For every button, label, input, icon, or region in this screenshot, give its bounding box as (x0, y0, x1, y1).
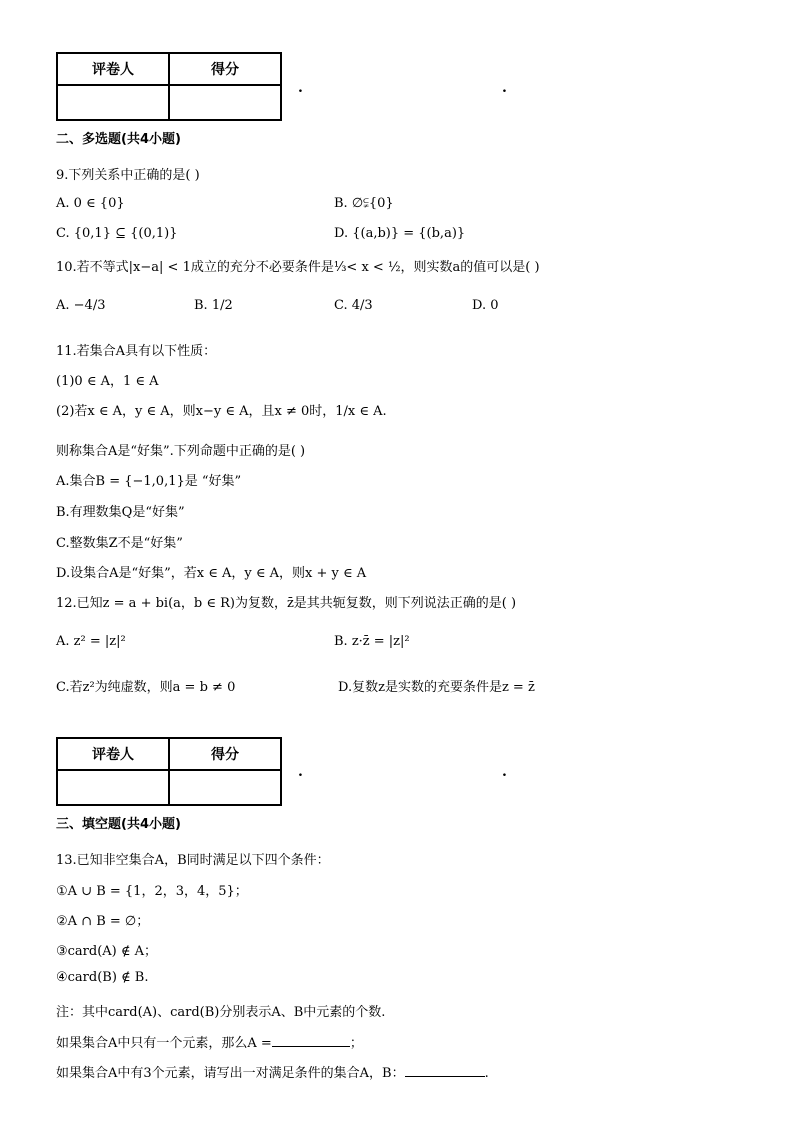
q9-option-b: B. ∅⫋{0} (334, 196, 394, 211)
q13-condition-2: ②A ∩ B = ∅； (56, 914, 150, 929)
q11-option-a: A.集合B = {−1,0,1}是 “好集” (56, 474, 242, 489)
q12-option-d: D.复数z是实数的充要条件是z = z̄ (338, 680, 535, 695)
q13-ask-1-text: 如果集合A中只有一个元素，那么A = (56, 1036, 272, 1051)
q13-condition-4: ④card(B) ∉ B. (56, 970, 149, 985)
dot-mark: . (298, 80, 303, 96)
score-table-cell-score[interactable] (169, 85, 281, 120)
q9-option-c: C. {0,1} ⊆ {(0,1)} (56, 226, 178, 241)
q10-option-a: A. −4/3 (56, 298, 106, 313)
q10-option-c: C. 4/3 (334, 298, 373, 313)
q13-ask-2 (56, 1062, 489, 1081)
score-table-1 (56, 52, 282, 121)
q11-option-b: B.有理数集Q是“好集” (56, 505, 185, 520)
q13-ask-1-end: ； (349, 1036, 363, 1051)
q11-stem: 11.若集合A具有以下性质： (56, 344, 217, 359)
q13-ask-2-end: . (484, 1066, 489, 1081)
q11-option-d: D.设集合A是“好集”，若x ∈ A，y ∈ A，则x + y ∈ A (56, 566, 367, 581)
score-table-cell-grader[interactable] (57, 85, 169, 120)
section-title-multiple-choice: 二、多选题(共4小题) (56, 132, 181, 147)
q13-condition-1: ①A ∪ B = {1，2，3，4，5}； (56, 884, 248, 899)
answer-blank-2[interactable] (405, 1076, 485, 1077)
q9-option-d: D. {(a,b)} = {(b,a)} (334, 226, 466, 241)
score-table-cell-grader[interactable] (57, 770, 169, 805)
q13-stem: 13.已知非空集合A，B同时满足以下四个条件： (56, 853, 330, 868)
q9-stem: 9.下列关系中正确的是( ) (56, 168, 200, 183)
dot-mark: . (298, 764, 303, 780)
q11-property-2: (2)若x ∈ A，y ∈ A，则x−y ∈ A，且x ≠ 0时，1/x ∈ A. (56, 404, 387, 419)
q10-stem: 10.若不等式|x−a| < 1成立的充分不必要条件是⅓< x < ½，则实数a的值可以是( ) (56, 260, 540, 275)
q13-note: 注：其中card(A)、card(B)分别表示A、B中元素的个数. (56, 1005, 386, 1020)
score-table-header-score: 得分 (169, 738, 281, 770)
score-table-2 (56, 737, 282, 806)
q12-stem: 12.已知z = a + bi(a，b ∈ R)为复数，z̄是其共轭复数，则下列说法正确的是( ) (56, 596, 517, 611)
score-table-header-grader: 评卷人 (57, 738, 169, 770)
q13-condition-3: ③card(A) ∉ A； (56, 944, 158, 959)
q11-property-1: (1)0 ∈ A，1 ∈ A (56, 374, 159, 389)
score-table-header-score: 得分 (169, 53, 281, 85)
q12-option-b: B. z·z̄ = |z|² (334, 634, 410, 649)
dot-mark: . (502, 764, 507, 780)
q12-option-a: A. z² = |z|² (56, 634, 126, 649)
dot-mark: . (502, 80, 507, 96)
q13-ask-1 (56, 1032, 363, 1051)
score-table-header-grader: 评卷人 (57, 53, 169, 85)
q13-ask-2-text: 如果集合A中有3个元素，请写出一对满足条件的集合A，B： (56, 1066, 405, 1081)
score-table-cell-score[interactable] (169, 770, 281, 805)
answer-blank-1[interactable] (272, 1046, 350, 1047)
section-title-fill-in: 三、填空题(共4小题) (56, 817, 181, 832)
q10-option-d: D. 0 (472, 298, 499, 313)
q12-option-c: C.若z²为纯虚数，则a = b ≠ 0 (56, 680, 236, 695)
q11-question: 则称集合A是“好集”.下列命题中正确的是( ) (56, 444, 306, 459)
q10-option-b: B. 1/2 (194, 298, 233, 313)
q9-option-a: A. 0 ∈ {0} (56, 196, 125, 211)
q11-option-c: C.整数集Z不是“好集” (56, 536, 183, 551)
